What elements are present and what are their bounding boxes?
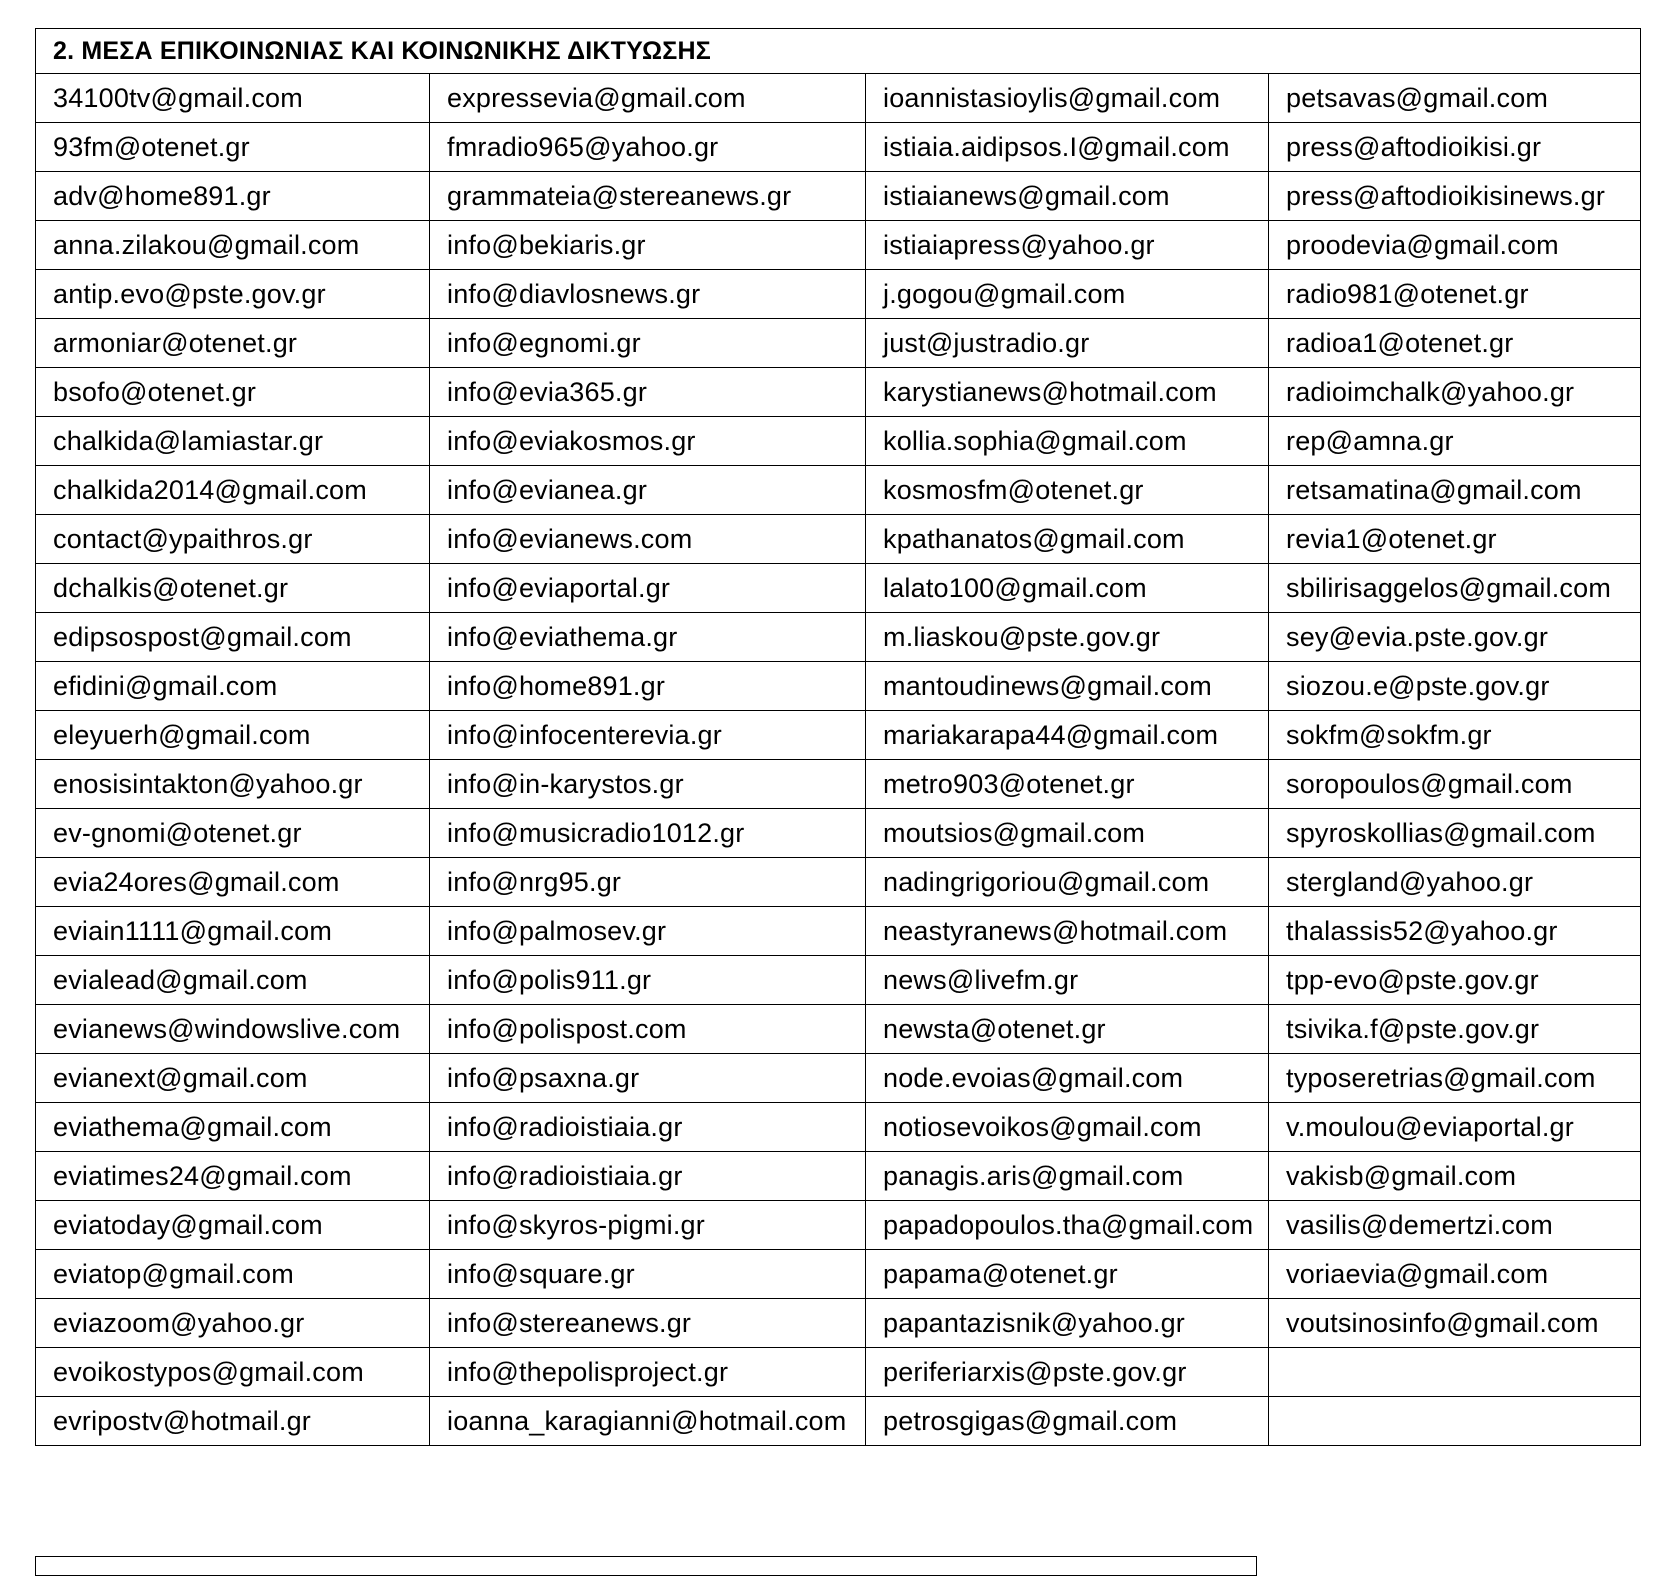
email-cell: papantazisnik@yahoo.gr [866, 1299, 1269, 1348]
email-cell: radioimchalk@yahoo.gr [1269, 368, 1641, 417]
email-cell: typoseretrias@gmail.com [1269, 1054, 1641, 1103]
email-cell: eleyuerh@gmail.com [36, 711, 430, 760]
email-cell: kollia.sophia@gmail.com [866, 417, 1269, 466]
table-row [36, 711, 1641, 760]
email-cell: thalassis52@yahoo.gr [1269, 907, 1641, 956]
email-cell: info@evia365.gr [430, 368, 866, 417]
email-cell: evianews@windowslive.com [36, 1005, 430, 1054]
email-cell: chalkida@lamiastar.gr [36, 417, 430, 466]
next-section-box [35, 1556, 1257, 1576]
email-cell: evoikostypos@gmail.com [36, 1348, 430, 1397]
email-cell: armoniar@otenet.gr [36, 319, 430, 368]
email-cell: bsofo@otenet.gr [36, 368, 430, 417]
email-cell: evripostv@hotmail.gr [36, 1397, 430, 1446]
email-cell: neastyranews@hotmail.com [866, 907, 1269, 956]
email-cell: petrosgigas@gmail.com [866, 1397, 1269, 1446]
header-row [36, 29, 1641, 74]
section-title: 2. ΜΕΣΑ ΕΠΙΚΟΙΝΩΝΙΑΣ ΚΑΙ ΚΟΙΝΩΝΙΚΗΣ ΔΙΚΤΥΩΣΗΣ [36, 29, 1641, 74]
table-body [36, 29, 1641, 1446]
email-cell: grammateia@stereanews.gr [430, 172, 866, 221]
table-row [36, 613, 1641, 662]
email-cell: istiaia.aidipsos.I@gmail.com [866, 123, 1269, 172]
email-cell: info@palmosev.gr [430, 907, 866, 956]
email-cell: info@radioistiaia.gr [430, 1103, 866, 1152]
table-row [36, 858, 1641, 907]
table-row [36, 319, 1641, 368]
email-cell: info@eviathema.gr [430, 613, 866, 662]
email-cell: info@bekiaris.gr [430, 221, 866, 270]
table-row [36, 172, 1641, 221]
email-cell: 34100tv@gmail.com [36, 74, 430, 123]
email-cell: info@home891.gr [430, 662, 866, 711]
email-cell [1269, 1397, 1641, 1446]
email-cell: eviatimes24@gmail.com [36, 1152, 430, 1201]
email-cell: istiaiapress@yahoo.gr [866, 221, 1269, 270]
table-row [36, 1348, 1641, 1397]
email-cell: evianext@gmail.com [36, 1054, 430, 1103]
email-cell: info@in-karystos.gr [430, 760, 866, 809]
email-cell: chalkida2014@gmail.com [36, 466, 430, 515]
email-cell: metro903@otenet.gr [866, 760, 1269, 809]
table-row [36, 1250, 1641, 1299]
email-cell: ev-gnomi@otenet.gr [36, 809, 430, 858]
email-cell: info@nrg95.gr [430, 858, 866, 907]
email-cell: v.moulou@eviaportal.gr [1269, 1103, 1641, 1152]
email-cell: lalato100@gmail.com [866, 564, 1269, 613]
email-cell: vasilis@demertzi.com [1269, 1201, 1641, 1250]
email-cell: radioa1@otenet.gr [1269, 319, 1641, 368]
table-row [36, 1005, 1641, 1054]
email-cell: info@psaxna.gr [430, 1054, 866, 1103]
email-cell: siozou.e@pste.gov.gr [1269, 662, 1641, 711]
email-cell: eviatoday@gmail.com [36, 1201, 430, 1250]
table-row [36, 123, 1641, 172]
table-row [36, 809, 1641, 858]
email-cell: anna.zilakou@gmail.com [36, 221, 430, 270]
email-cell: nadingrigoriou@gmail.com [866, 858, 1269, 907]
email-cell: evialead@gmail.com [36, 956, 430, 1005]
email-cell: antip.evo@pste.gov.gr [36, 270, 430, 319]
email-cell: fmradio965@yahoo.gr [430, 123, 866, 172]
email-cell: ioannistasioylis@gmail.com [866, 74, 1269, 123]
table-row [36, 1103, 1641, 1152]
email-cell: ioanna_karagianni@hotmail.com [430, 1397, 866, 1446]
email-cell: karystianews@hotmail.com [866, 368, 1269, 417]
email-cell: voutsinosinfo@gmail.com [1269, 1299, 1641, 1348]
table-row [36, 1054, 1641, 1103]
table-row [36, 74, 1641, 123]
email-cell: efidini@gmail.com [36, 662, 430, 711]
table-row [36, 1201, 1641, 1250]
email-cell: press@aftodioikisinews.gr [1269, 172, 1641, 221]
email-cell: evia24ores@gmail.com [36, 858, 430, 907]
email-cell: news@livefm.gr [866, 956, 1269, 1005]
email-cell: retsamatina@gmail.com [1269, 466, 1641, 515]
email-cell: istiaianews@gmail.com [866, 172, 1269, 221]
email-cell: info@polispost.com [430, 1005, 866, 1054]
email-cell: petsavas@gmail.com [1269, 74, 1641, 123]
email-cell: panagis.aris@gmail.com [866, 1152, 1269, 1201]
email-cell: info@eviaportal.gr [430, 564, 866, 613]
email-cell [1269, 1348, 1641, 1397]
table-row [36, 1397, 1641, 1446]
email-cell: dchalkis@otenet.gr [36, 564, 430, 613]
email-cell: j.gogou@gmail.com [866, 270, 1269, 319]
table-row [36, 466, 1641, 515]
email-cell: just@justradio.gr [866, 319, 1269, 368]
email-cell: info@stereanews.gr [430, 1299, 866, 1348]
email-cell: info@musicradio1012.gr [430, 809, 866, 858]
email-cell: expressevia@gmail.com [430, 74, 866, 123]
email-cell: papadopoulos.tha@gmail.com [866, 1201, 1269, 1250]
email-cell: node.evoias@gmail.com [866, 1054, 1269, 1103]
table-row [36, 662, 1641, 711]
table-row [36, 564, 1641, 613]
table-row [36, 1152, 1641, 1201]
email-cell: eviathema@gmail.com [36, 1103, 430, 1152]
email-cell: radio981@otenet.gr [1269, 270, 1641, 319]
email-cell: info@infocenterevia.gr [430, 711, 866, 760]
email-cell: info@evianews.com [430, 515, 866, 564]
email-cell: moutsios@gmail.com [866, 809, 1269, 858]
email-cell: notiosevoikos@gmail.com [866, 1103, 1269, 1152]
email-cell: mantoudinews@gmail.com [866, 662, 1269, 711]
email-cell: info@egnomi.gr [430, 319, 866, 368]
email-cell: adv@home891.gr [36, 172, 430, 221]
email-cell: stergland@yahoo.gr [1269, 858, 1641, 907]
email-cell: mariakarapa44@gmail.com [866, 711, 1269, 760]
email-cell: info@eviakosmos.gr [430, 417, 866, 466]
email-cell: m.liaskou@pste.gov.gr [866, 613, 1269, 662]
email-cell: soropoulos@gmail.com [1269, 760, 1641, 809]
table-row [36, 270, 1641, 319]
email-cell: info@square.gr [430, 1250, 866, 1299]
email-cell: sey@evia.pste.gov.gr [1269, 613, 1641, 662]
email-cell: kpathanatos@gmail.com [866, 515, 1269, 564]
email-cell: info@radioistiaia.gr [430, 1152, 866, 1201]
email-cell: enosisintakton@yahoo.gr [36, 760, 430, 809]
email-cell: info@thepolisproject.gr [430, 1348, 866, 1397]
table-row [36, 760, 1641, 809]
table-row [36, 221, 1641, 270]
email-cell: info@diavlosnews.gr [430, 270, 866, 319]
table-row [36, 515, 1641, 564]
email-cell: edipsospost@gmail.com [36, 613, 430, 662]
email-cell: voriaevia@gmail.com [1269, 1250, 1641, 1299]
email-cell: eviazoom@yahoo.gr [36, 1299, 430, 1348]
email-cell: periferiarxis@pste.gov.gr [866, 1348, 1269, 1397]
table-row [36, 907, 1641, 956]
email-cell: contact@ypaithros.gr [36, 515, 430, 564]
email-cell: vakisb@gmail.com [1269, 1152, 1641, 1201]
email-cell: press@aftodioikisi.gr [1269, 123, 1641, 172]
media-contacts-table [35, 28, 1641, 1446]
email-cell: tsivika.f@pste.gov.gr [1269, 1005, 1641, 1054]
email-cell: sbilirisaggelos@gmail.com [1269, 564, 1641, 613]
table-row [36, 1299, 1641, 1348]
table-row [36, 368, 1641, 417]
email-cell: info@polis911.gr [430, 956, 866, 1005]
email-cell: kosmosfm@otenet.gr [866, 466, 1269, 515]
email-cell: spyroskollias@gmail.com [1269, 809, 1641, 858]
email-cell: sokfm@sokfm.gr [1269, 711, 1641, 760]
email-cell: info@evianea.gr [430, 466, 866, 515]
email-cell: eviain1111@gmail.com [36, 907, 430, 956]
table-row [36, 956, 1641, 1005]
email-cell: tpp-evo@pste.gov.gr [1269, 956, 1641, 1005]
email-cell: eviatop@gmail.com [36, 1250, 430, 1299]
email-cell: newsta@otenet.gr [866, 1005, 1269, 1054]
email-cell: 93fm@otenet.gr [36, 123, 430, 172]
email-cell: revia1@otenet.gr [1269, 515, 1641, 564]
email-cell: rep@amna.gr [1269, 417, 1641, 466]
email-cell: proodevia@gmail.com [1269, 221, 1641, 270]
email-cell: info@skyros-pigmi.gr [430, 1201, 866, 1250]
email-cell: papama@otenet.gr [866, 1250, 1269, 1299]
table-row [36, 417, 1641, 466]
